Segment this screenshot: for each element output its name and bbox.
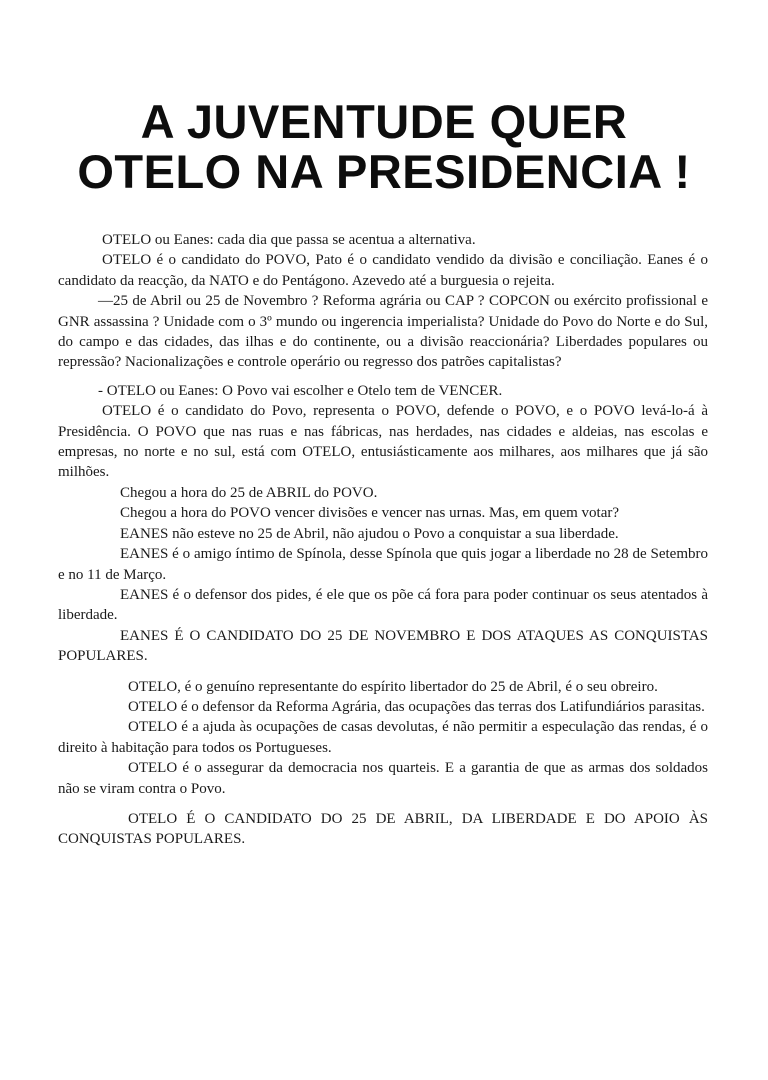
paragraph: OTELO, é o genuíno representante do espírito libertador do 25 de Abril, é o seu obreiro. <box>128 678 658 695</box>
paragraph: - OTELO ou Eanes: O Povo vai escolher e Otelo tem de VENCER. <box>98 382 503 399</box>
leaflet-body <box>58 230 708 850</box>
paragraph: EANES não esteve no 25 de Abril, não ajudou o Povo a conquistar a sua liberdade. <box>120 525 619 542</box>
paragraph: OTELO é o candidato do POVO, Pato é o candidato vendido da divisão e conciliação. Eanes é o candidato da reacção, da NATO e do Pentágono. Azevedo até a burguesia o rejeita. <box>58 252 708 289</box>
paragraph: OTELO É O CANDIDATO DO 25 DE ABRIL, DA LIBERDADE E DO APOIO ÀS CONQUISTAS POPULARES. <box>58 810 708 848</box>
paragraph: OTELO é o defensor da Reforma Agrária, das ocupações das terras dos Latifundiários parasitas. <box>128 698 705 715</box>
paragraph: OTELO é a ajuda às ocupações de casas devolutas, é não permitir a especulação das rendas, é o direito à habitação para todos os Portugueses. <box>58 719 708 756</box>
paragraph: Chegou a hora do POVO vencer divisões e vencer nas urnas. Mas, em quem votar? <box>120 505 620 522</box>
paragraph: —25 de Abril ou 25 de Novembro ? Reforma agrária ou CAP ? COPCON ou exército profissional e GNR assassina ? Unidade com o 3º mundo ou ingerencia imperialista? Unidade do Povo do Norte e do Sul, do campo e das cidades, das ilhas e do continente, ou a divisão reaccionária? Liberdades populares ou repressão? Nacionalizações e controle operário ou regresso dos patrões capitalistas? <box>58 293 708 371</box>
headline-line-1: A JUVENTUDE QUER <box>140 95 628 148</box>
headline-line-2: OTELO NA PRESIDENCIA ! <box>77 145 691 198</box>
paragraph: OTELO ou Eanes: cada dia que passa se acentua a alternativa. <box>102 232 476 248</box>
paragraph: Chegou a hora do 25 de ABRIL do POVO. <box>120 484 378 501</box>
paragraph: EANES é o defensor dos pides, é ele que os põe cá fora para poder continuar os seus atentados à liberdade. <box>58 586 708 624</box>
paragraph: OTELO é o candidato do Povo, representa o POVO, defende o POVO, e o POVO levá-lo-á à Presidência. O POVO que nas ruas e nas fábricas, nas herdades, nas cidades e aldeias, nas escolas e empresas, no norte e no sul, está com OTELO, entusiásticamente aos milhares, aos milhares que já são milhões. <box>58 403 708 481</box>
paragraph: EANES é o amigo íntimo de Spínola, desse Spínola que quis jogar a liberdade no 28 de Setembro e no 11 de Março. <box>58 546 708 583</box>
paragraph: OTELO é o assegurar da democracia nos quarteis. E a garantia de que as armas dos soldados não se viram contra o Povo. <box>58 760 708 797</box>
paragraph: EANES É O CANDIDATO DO 25 DE NOVEMBRO E DOS ATAQUES AS CONQUISTAS POPULARES. <box>58 627 708 665</box>
